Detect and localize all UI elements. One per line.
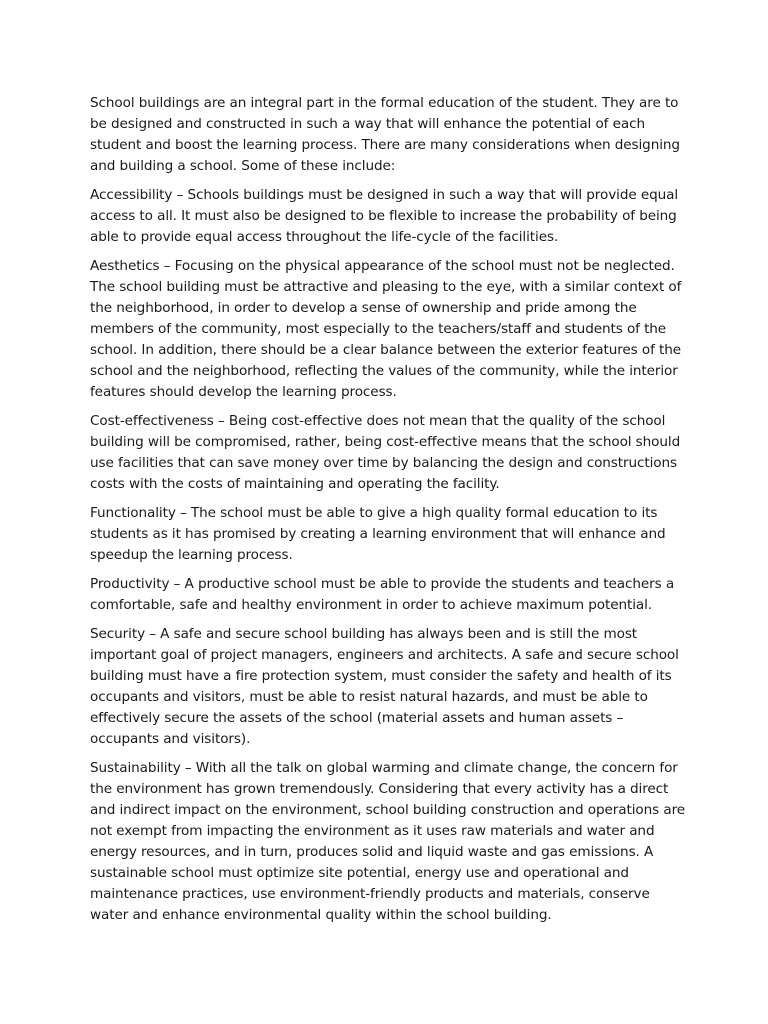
paragraph-security: Security – A safe and secure school building has always been and is still the most important goal of project managers, engineers and architects. A safe and secure school building must have a fire protection system, must consider the safety and health of its occupants and visitors, must be able to resist natural hazards, and must be able to effectively secure the assets of the school (material assets and human assets – occupants and visitors).	[90, 626, 679, 747]
paragraph-intro: School buildings are an integral part in the formal education of the student. They are to be designed and constructed in such a way that will enhance the potential of each student and boost the learning process. There are many considerations when designing and building a school. Some of these include:	[90, 95, 680, 174]
paragraph-productivity: Productivity – A productive school must be able to provide the students and teachers a comfortable, safe and healthy environment in order to achieve maximum potential.	[90, 576, 675, 613]
paragraph-cost-effectiveness: Cost-effectiveness – Being cost-effective does not mean that the quality of the school building will be compromised, rather, being cost-effective means that the school should use facilities that can save money over time by balancing the design and constructions costs with the costs of maintaining and operating the facility.	[90, 413, 681, 492]
paragraph-accessibility: Accessibility – Schools buildings must be designed in such a way that will provide equal access to all. It must also be designed to be flexible to increase the probability of being able to provide equal access throughout the life-cycle of the facilities.	[90, 187, 679, 245]
document-body	[90, 93, 690, 934]
paragraph-sustainability: Sustainability – With all the talk on global warming and climate change, the concern for the environment has grown tremendously. Considering that every activity has a direct and indirect impact on the environment, school building construction and operations are not exempt from impacting the environment as it uses raw materials and water and energy resources, and in turn, produces solid and liquid waste and gas emissions. A sustainable school must optimize site potential, energy use and operational and maintenance practices, use environment-friendly products and materials, conserve water and enhance environmental quality within the school building.	[90, 760, 686, 923]
paragraph-functionality: Functionality – The school must be able to give a high quality formal education to its students as it has promised by creating a learning environment that will enhance and speedup the learning process.	[90, 505, 666, 563]
paragraph-aesthetics: Aesthetics – Focusing on the physical appearance of the school must not be neglected. The school building must be attractive and pleasing to the eye, with a similar context of the neighborhood, in order to develop a sense of ownership and pride among the members of the community, most especially to the teachers/staff and students of the school. In addition, there should be a clear balance between the exterior features of the school and the neighborhood, reflecting the values of the community, while the interior features should develop the learning process.	[90, 258, 682, 400]
